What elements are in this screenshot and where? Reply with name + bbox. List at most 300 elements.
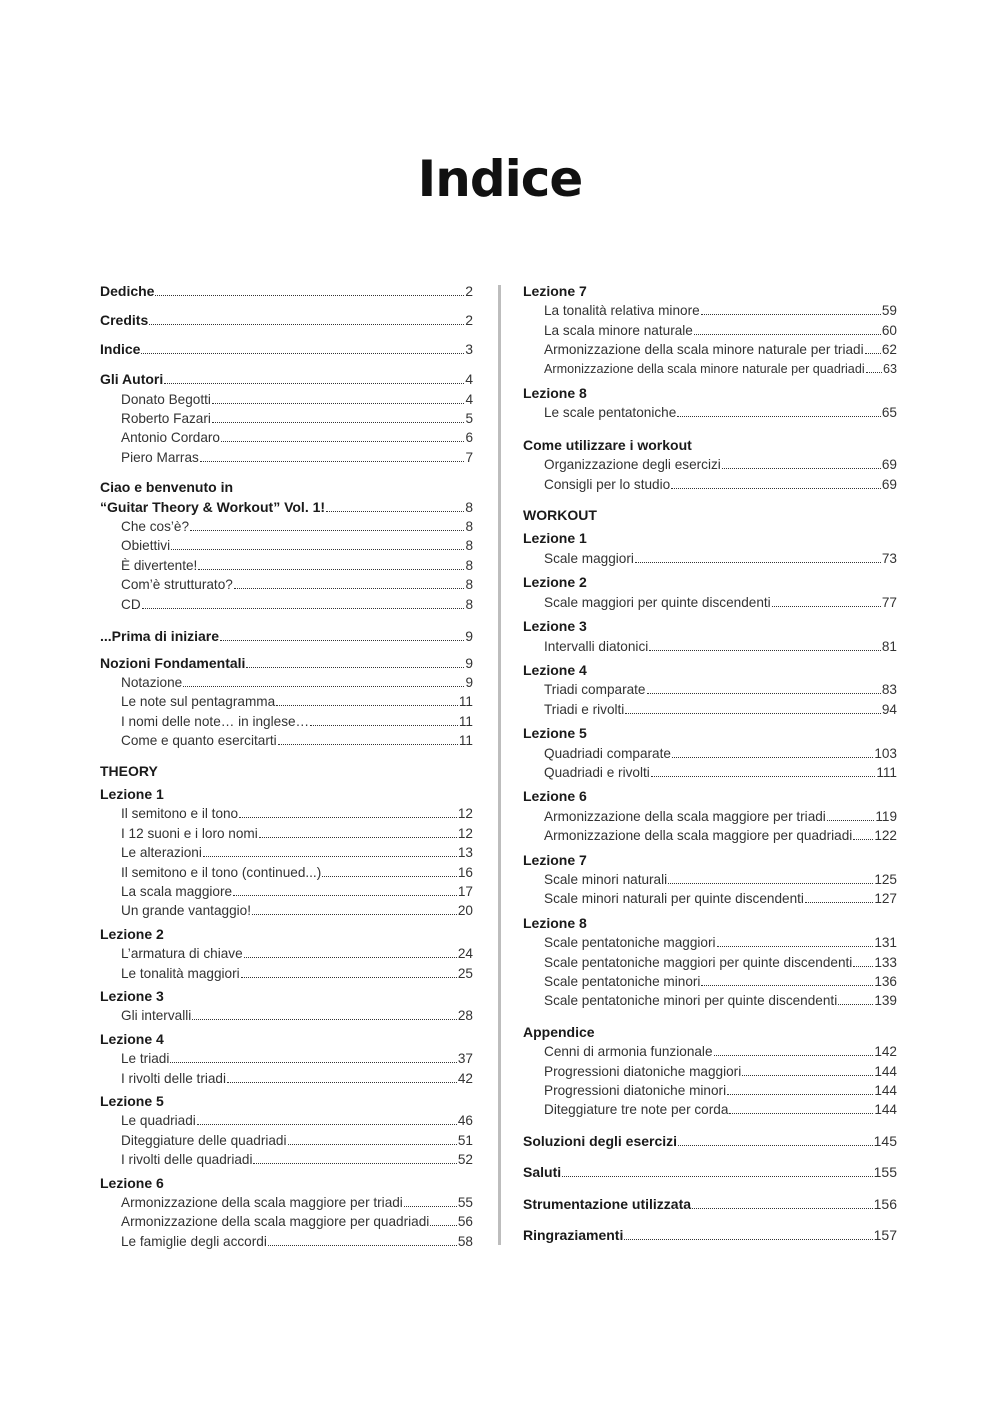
toc-section — [100, 1030, 473, 1088]
toc-entry-title: La scala maggiore — [121, 883, 233, 899]
dot-leader — [192, 1019, 457, 1020]
toc-entry-title: Lezione 7 — [523, 851, 587, 868]
dot-leader — [212, 403, 465, 404]
dot-leader — [203, 856, 457, 857]
toc-section — [100, 762, 473, 781]
toc-section — [100, 785, 473, 921]
toc-heading[interactable] — [523, 851, 897, 870]
toc-page-number: 103 — [874, 745, 897, 761]
toc-section — [523, 384, 897, 423]
dot-leader — [164, 383, 464, 384]
toc-entry-title: Armonizzazione della scala minore naturale per triadi — [544, 342, 864, 358]
toc-entry[interactable] — [100, 901, 473, 920]
toc-heading[interactable] — [523, 787, 897, 806]
toc-entry[interactable] — [523, 744, 897, 763]
toc-entry-title: Un grande vantaggio! — [121, 903, 251, 919]
toc-entry[interactable] — [100, 409, 473, 428]
toc-entry[interactable] — [100, 1131, 473, 1150]
dot-leader — [259, 837, 457, 838]
toc-heading[interactable] — [523, 1163, 897, 1182]
toc-entry[interactable] — [523, 953, 897, 972]
toc-entry-title: Lezione 4 — [523, 661, 587, 678]
toc-entry-title: Armonizzazione della scala maggiore per quadriadi — [544, 828, 853, 844]
dot-leader — [865, 353, 881, 354]
toc-entry[interactable] — [100, 712, 473, 731]
dot-leader — [288, 1144, 457, 1145]
toc-heading[interactable] — [100, 654, 473, 673]
toc-entry-title: Lezione 3 — [523, 618, 587, 635]
toc-entry-title: Progressioni diatoniche maggiori — [544, 1063, 742, 1079]
dot-leader — [805, 902, 873, 903]
toc-page-number: 144 — [874, 1083, 897, 1099]
toc-entry-title: Il semitono e il tono — [121, 806, 239, 822]
toc-entry-title: Intervalli diatonici — [544, 638, 649, 654]
toc-entry-title: Lezione 4 — [100, 1030, 164, 1047]
toc-page-number: 12 — [457, 825, 473, 841]
toc-heading[interactable] — [100, 478, 473, 497]
dot-leader — [853, 966, 873, 967]
toc-entry[interactable] — [100, 964, 473, 983]
dot-leader — [701, 314, 881, 315]
toc-heading[interactable] — [523, 384, 897, 403]
dot-leader — [701, 985, 873, 986]
toc-section — [523, 914, 897, 1011]
toc-entry-title: Dediche — [100, 283, 155, 299]
toc-section — [100, 987, 473, 1026]
dot-leader — [742, 1075, 873, 1076]
dot-leader — [827, 820, 874, 821]
toc-heading[interactable] — [523, 506, 897, 525]
toc-entry-title: L’armatura di chiave — [121, 946, 243, 962]
toc-entry[interactable] — [100, 536, 473, 555]
toc-heading[interactable] — [523, 1195, 897, 1214]
toc-entry[interactable] — [100, 843, 473, 862]
toc-entry-title: Quadriadi comparate — [544, 745, 671, 761]
page-title: Indice — [417, 150, 583, 208]
dot-leader — [149, 324, 464, 325]
toc-heading[interactable] — [523, 529, 897, 548]
toc-entry-title: Soluzioni degli esercizi — [523, 1132, 678, 1149]
toc-heading[interactable] — [523, 436, 897, 455]
toc-entry-title: Lezione 6 — [523, 788, 587, 805]
dot-leader — [647, 693, 881, 694]
dot-leader — [227, 1082, 457, 1083]
dot-leader — [853, 839, 873, 840]
toc-entry-title: I rivolti delle triadi — [121, 1070, 227, 1086]
toc-entry[interactable] — [523, 826, 897, 845]
toc-entry-title: Lezione 6 — [100, 1174, 164, 1191]
toc-entry-title: Le quadriadi — [121, 1113, 196, 1129]
toc-heading[interactable] — [523, 617, 897, 636]
toc-section — [523, 282, 897, 379]
toc-page-number: 24 — [457, 946, 473, 962]
toc-entry[interactable] — [100, 863, 473, 882]
toc-entry[interactable] — [100, 731, 473, 750]
toc-section — [100, 340, 473, 359]
toc-entry[interactable] — [523, 680, 897, 699]
toc-entry-title: Lezione 7 — [523, 283, 587, 299]
toc-page-number: 2 — [465, 283, 473, 299]
toc-entry[interactable] — [100, 1232, 473, 1251]
toc-entry-title: Armonizzazione della scala maggiore per quadriadi — [121, 1214, 430, 1230]
toc-page-number: 6 — [465, 430, 473, 446]
toc-entry-title: “Guitar Theory & Workout” Vol. 1! — [100, 498, 326, 515]
dot-leader — [233, 895, 457, 896]
toc-section — [100, 370, 473, 467]
toc-page-number: 2 — [465, 312, 473, 329]
toc-page-number: 17 — [457, 883, 473, 899]
toc-page-number: 16 — [457, 864, 473, 880]
toc-entry[interactable] — [523, 1062, 897, 1081]
toc-entry[interactable] — [100, 595, 473, 614]
toc-page-number: 65 — [881, 405, 897, 421]
dot-leader — [142, 608, 465, 609]
toc-page-number: 131 — [874, 935, 897, 951]
dot-leader — [651, 776, 876, 777]
toc-page-number: 11 — [458, 733, 473, 749]
dot-leader — [322, 876, 457, 877]
toc-column-left — [100, 282, 473, 1251]
toc-page-number: 4 — [465, 371, 473, 388]
toc-entry-title: Le alterazioni — [121, 845, 202, 861]
toc-entry[interactable] — [523, 972, 897, 991]
toc-entry-title: Lezione 2 — [100, 925, 164, 942]
dot-leader — [246, 667, 464, 668]
dot-leader — [278, 744, 458, 745]
toc-entry-title: CD — [121, 596, 141, 612]
toc-page-number: 5 — [465, 411, 473, 427]
dot-leader — [171, 549, 464, 550]
toc-page-number: 11 — [458, 713, 473, 729]
toc-entry-title: Lezione 1 — [100, 785, 164, 802]
dot-leader — [671, 488, 881, 489]
toc-entry[interactable] — [100, 882, 473, 901]
toc-heading[interactable] — [100, 925, 473, 944]
dot-leader — [672, 757, 873, 758]
dot-leader — [268, 1245, 457, 1246]
toc-entry[interactable] — [523, 593, 897, 612]
toc-section — [100, 478, 473, 614]
toc-page-number: 139 — [874, 993, 897, 1009]
toc-heading[interactable] — [523, 724, 897, 743]
toc-section — [523, 1023, 897, 1120]
toc-entry-title: Strumentazione utilizzata — [523, 1195, 692, 1212]
toc-entry-title: Lezione 5 — [523, 725, 587, 742]
toc-entry[interactable] — [523, 1100, 897, 1119]
toc-entry-title: Triadi e rivolti — [544, 701, 625, 717]
toc-entry[interactable] — [523, 549, 897, 568]
dot-leader — [221, 441, 464, 442]
toc-page-number: 73 — [881, 550, 897, 566]
toc-entry-title: Scale minori naturali — [544, 871, 668, 887]
dot-leader — [212, 422, 465, 423]
toc-section — [100, 627, 473, 646]
toc-entry-title: ...Prima di iniziare — [100, 628, 220, 645]
toc-entry-title: Obiettivi — [121, 538, 171, 554]
dot-leader — [170, 1062, 457, 1063]
toc-section — [523, 436, 897, 494]
toc-entry-title: Come e quanto esercitarti — [121, 733, 277, 749]
dot-leader — [624, 1239, 872, 1240]
dot-leader — [625, 713, 881, 714]
toc-entry-title: Gli intervalli — [121, 1008, 192, 1024]
dot-leader — [241, 977, 457, 978]
toc-heading[interactable] — [523, 573, 897, 592]
toc-page-number: 83 — [881, 682, 897, 698]
toc-entry[interactable] — [100, 1006, 473, 1025]
toc-entry[interactable] — [523, 360, 897, 379]
toc-entry[interactable] — [100, 804, 473, 823]
toc-entry-title: Ringraziamenti — [523, 1227, 624, 1244]
toc-entry[interactable] — [523, 637, 897, 656]
toc-page-number: 62 — [881, 342, 897, 358]
toc-heading[interactable] — [100, 785, 473, 804]
toc-page-number: 122 — [874, 828, 897, 844]
toc-heading[interactable] — [100, 1174, 473, 1193]
toc-page-number: 144 — [874, 1102, 897, 1118]
toc-entry[interactable] — [100, 944, 473, 963]
toc-page-number: 20 — [457, 903, 473, 919]
toc-entry[interactable] — [523, 403, 897, 422]
toc-page-number: 157 — [873, 1227, 897, 1244]
toc-section — [100, 1092, 473, 1170]
dot-leader — [155, 295, 464, 296]
toc-entry[interactable] — [523, 455, 897, 474]
toc-page-number: 58 — [457, 1233, 473, 1249]
toc-page-number: 125 — [874, 871, 897, 887]
toc-page-number: 8 — [465, 498, 473, 515]
toc-page-number: 55 — [457, 1195, 473, 1211]
toc-heading[interactable] — [100, 340, 473, 359]
toc-page-number: 69 — [881, 476, 897, 492]
toc-page-number: 46 — [457, 1113, 473, 1129]
toc-section — [523, 787, 897, 845]
toc-heading[interactable] — [523, 1132, 897, 1151]
dot-leader — [729, 1113, 873, 1114]
toc-entry[interactable] — [523, 321, 897, 340]
toc-heading[interactable] — [100, 1092, 473, 1111]
toc-entry[interactable] — [523, 933, 897, 952]
dot-leader — [635, 562, 881, 563]
toc-entry-title: È divertente! — [121, 557, 198, 573]
toc-entry[interactable] — [523, 807, 897, 826]
toc-entry-title: Scale maggiori per quinte discendenti — [544, 594, 771, 610]
toc-page-number: 94 — [881, 701, 897, 717]
toc-entry-title: Organizzazione degli esercizi — [544, 457, 721, 473]
toc-entry[interactable] — [100, 692, 473, 711]
toc-entry-title: Piero Marras — [121, 449, 199, 465]
dot-leader — [141, 353, 464, 354]
toc-entry[interactable] — [100, 824, 473, 843]
toc-entry[interactable] — [100, 1150, 473, 1169]
toc-entry[interactable] — [523, 301, 897, 320]
toc-entry-title: Come utilizzare i workout — [523, 436, 692, 453]
toc-heading[interactable] — [100, 762, 473, 781]
toc-entry-title: Credits — [100, 312, 149, 329]
toc-entry-title: Le triadi — [121, 1051, 170, 1067]
toc-entry-title: Ciao e benvenuto in — [100, 479, 234, 496]
toc-entry-title: Lezione 8 — [523, 914, 587, 931]
toc-entry-title: Saluti — [523, 1164, 562, 1181]
toc-page-number: 13 — [457, 845, 473, 861]
toc-section — [523, 851, 897, 909]
toc-heading[interactable] — [100, 370, 473, 389]
toc-entry-title: Lezione 5 — [100, 1093, 164, 1110]
toc-page-number: 12 — [457, 806, 473, 822]
dot-leader — [190, 530, 464, 531]
toc-entry[interactable] — [523, 991, 897, 1010]
toc-section — [523, 1163, 897, 1182]
toc-entry[interactable] — [523, 475, 897, 494]
toc-entry-title: Consigli per lo studio — [544, 476, 671, 492]
toc-page-number: 145 — [873, 1132, 897, 1149]
toc-entry[interactable] — [100, 428, 473, 447]
toc-entry[interactable] — [523, 1042, 897, 1061]
toc-entry[interactable] — [100, 390, 473, 409]
toc-heading[interactable] — [523, 1023, 897, 1042]
dot-leader — [678, 1145, 873, 1146]
toc-entry-title: Triadi comparate — [544, 682, 646, 698]
dot-leader — [772, 606, 881, 607]
toc-entry-title: Appendice — [523, 1023, 595, 1040]
toc-page-number: 9 — [465, 674, 473, 690]
dot-leader — [244, 957, 457, 958]
toc-section — [523, 529, 897, 568]
toc-page-number: 28 — [457, 1008, 473, 1024]
toc-entry[interactable] — [523, 340, 897, 359]
dot-leader — [430, 1225, 457, 1226]
toc-entry[interactable] — [100, 1212, 473, 1231]
dot-leader — [310, 725, 458, 726]
toc-entry-title: Cenni di armonia funzionale — [544, 1044, 713, 1060]
toc-section — [100, 925, 473, 983]
toc-entry[interactable] — [100, 556, 473, 575]
toc-entry[interactable] — [523, 870, 897, 889]
toc-entry-title: Lezione 8 — [523, 385, 587, 402]
toc-entry-title: Gli Autori — [100, 371, 164, 388]
toc-page-number: 11 — [458, 694, 473, 710]
toc-page-number: 77 — [881, 594, 897, 610]
toc-heading[interactable] — [100, 311, 473, 330]
toc-page-number: 59 — [881, 303, 897, 319]
toc-entry[interactable] — [100, 1193, 473, 1212]
dot-leader — [234, 588, 465, 589]
toc-page-number: 156 — [873, 1195, 897, 1212]
toc-heading[interactable] — [523, 661, 897, 680]
toc-heading[interactable] — [523, 1226, 897, 1245]
toc-section — [523, 1226, 897, 1245]
toc-entry[interactable] — [523, 1081, 897, 1100]
dot-leader — [692, 1208, 873, 1209]
toc-page-number: 136 — [874, 974, 897, 989]
dot-leader — [838, 1004, 873, 1005]
toc-page-number: 56 — [457, 1214, 473, 1230]
toc-page-number: 127 — [874, 891, 897, 907]
dot-leader — [252, 914, 457, 915]
dot-leader — [220, 640, 464, 641]
toc-column-right — [523, 282, 897, 1245]
toc-page-number: 81 — [881, 638, 897, 654]
toc-page-number: 144 — [874, 1063, 897, 1079]
dot-leader — [668, 883, 873, 884]
toc-section — [523, 617, 897, 656]
toc-entry-title: Diteggiature delle quadriadi — [121, 1132, 287, 1148]
toc-entry[interactable] — [100, 575, 473, 594]
toc-entry[interactable] — [523, 700, 897, 719]
toc-entry-title: Scale maggiori — [544, 550, 634, 566]
toc-entry-title: Armonizzazione della scala maggiore per triadi — [544, 808, 826, 824]
toc-heading[interactable] — [523, 282, 897, 301]
toc-entry-title: Scale pentatoniche minori — [544, 974, 701, 989]
toc-heading[interactable] — [100, 627, 473, 646]
toc-entry-title: Progressioni diatoniche minori — [544, 1083, 727, 1099]
toc-section — [523, 661, 897, 719]
toc-section — [100, 311, 473, 330]
toc-entry-title: Lezione 2 — [523, 574, 587, 591]
toc-entry-title: Scale pentatoniche maggiori — [544, 935, 716, 951]
dot-leader — [562, 1176, 873, 1177]
toc-page-number: 60 — [881, 322, 897, 338]
toc-entry-title: Le tonalità maggiori — [121, 965, 240, 981]
toc-entry-title: Armonizzazione della scala minore naturale per quadriadi — [544, 361, 865, 376]
toc-entry-title: Quadriadi e rivolti — [544, 764, 650, 780]
toc-heading[interactable] — [100, 498, 473, 517]
toc-entry-title: Antonio Cordaro — [121, 430, 220, 446]
toc-entry[interactable] — [523, 889, 897, 908]
toc-section — [100, 282, 473, 301]
toc-entry-title: Notazione — [121, 674, 183, 690]
dot-leader — [717, 946, 874, 947]
toc-page-number: 111 — [876, 764, 897, 780]
toc-page-number: 4 — [465, 391, 473, 407]
dot-leader — [198, 569, 464, 570]
dot-leader — [253, 1163, 456, 1164]
toc-entry-title: Roberto Fazari — [121, 411, 211, 427]
toc-entry-title: La scala minore naturale — [544, 322, 693, 338]
dot-leader — [197, 1124, 457, 1125]
toc-heading[interactable] — [100, 987, 473, 1006]
toc-entry-title: Com’è strutturato? — [121, 577, 233, 593]
toc-heading[interactable] — [523, 914, 897, 933]
dot-leader — [404, 1206, 457, 1207]
toc-entry-title: Le scale pentatoniche — [544, 405, 677, 421]
toc-section — [523, 573, 897, 612]
toc-entry-title: Nozioni Fondamentali — [100, 654, 246, 671]
toc-entry-title: Scale minori naturali per quinte discendenti — [544, 891, 804, 907]
dot-leader — [694, 334, 881, 335]
toc-section — [100, 1174, 473, 1252]
toc-entry[interactable] — [100, 673, 473, 692]
toc-entry-title: Diteggiature tre note per corda — [544, 1102, 729, 1118]
toc-entry-title: THEORY — [100, 762, 158, 779]
toc-entry-title: La tonalità relativa minore — [544, 303, 700, 319]
toc-heading[interactable] — [100, 1030, 473, 1049]
toc-entry-title: Indice — [100, 340, 141, 357]
toc-page-number: 63 — [882, 361, 897, 376]
toc-entry[interactable] — [100, 1111, 473, 1130]
toc-entry[interactable] — [100, 448, 473, 467]
toc-heading[interactable] — [100, 282, 473, 301]
dot-leader — [183, 686, 464, 687]
toc-page-number: 119 — [875, 808, 897, 824]
toc-entry-title: Le famiglie degli accordi — [121, 1233, 267, 1249]
toc-entry[interactable] — [523, 763, 897, 782]
toc-page-number: 3 — [465, 340, 473, 357]
toc-entry[interactable] — [100, 517, 473, 536]
toc-entry[interactable] — [100, 1049, 473, 1068]
toc-section — [100, 654, 473, 751]
toc-entry[interactable] — [100, 1069, 473, 1088]
